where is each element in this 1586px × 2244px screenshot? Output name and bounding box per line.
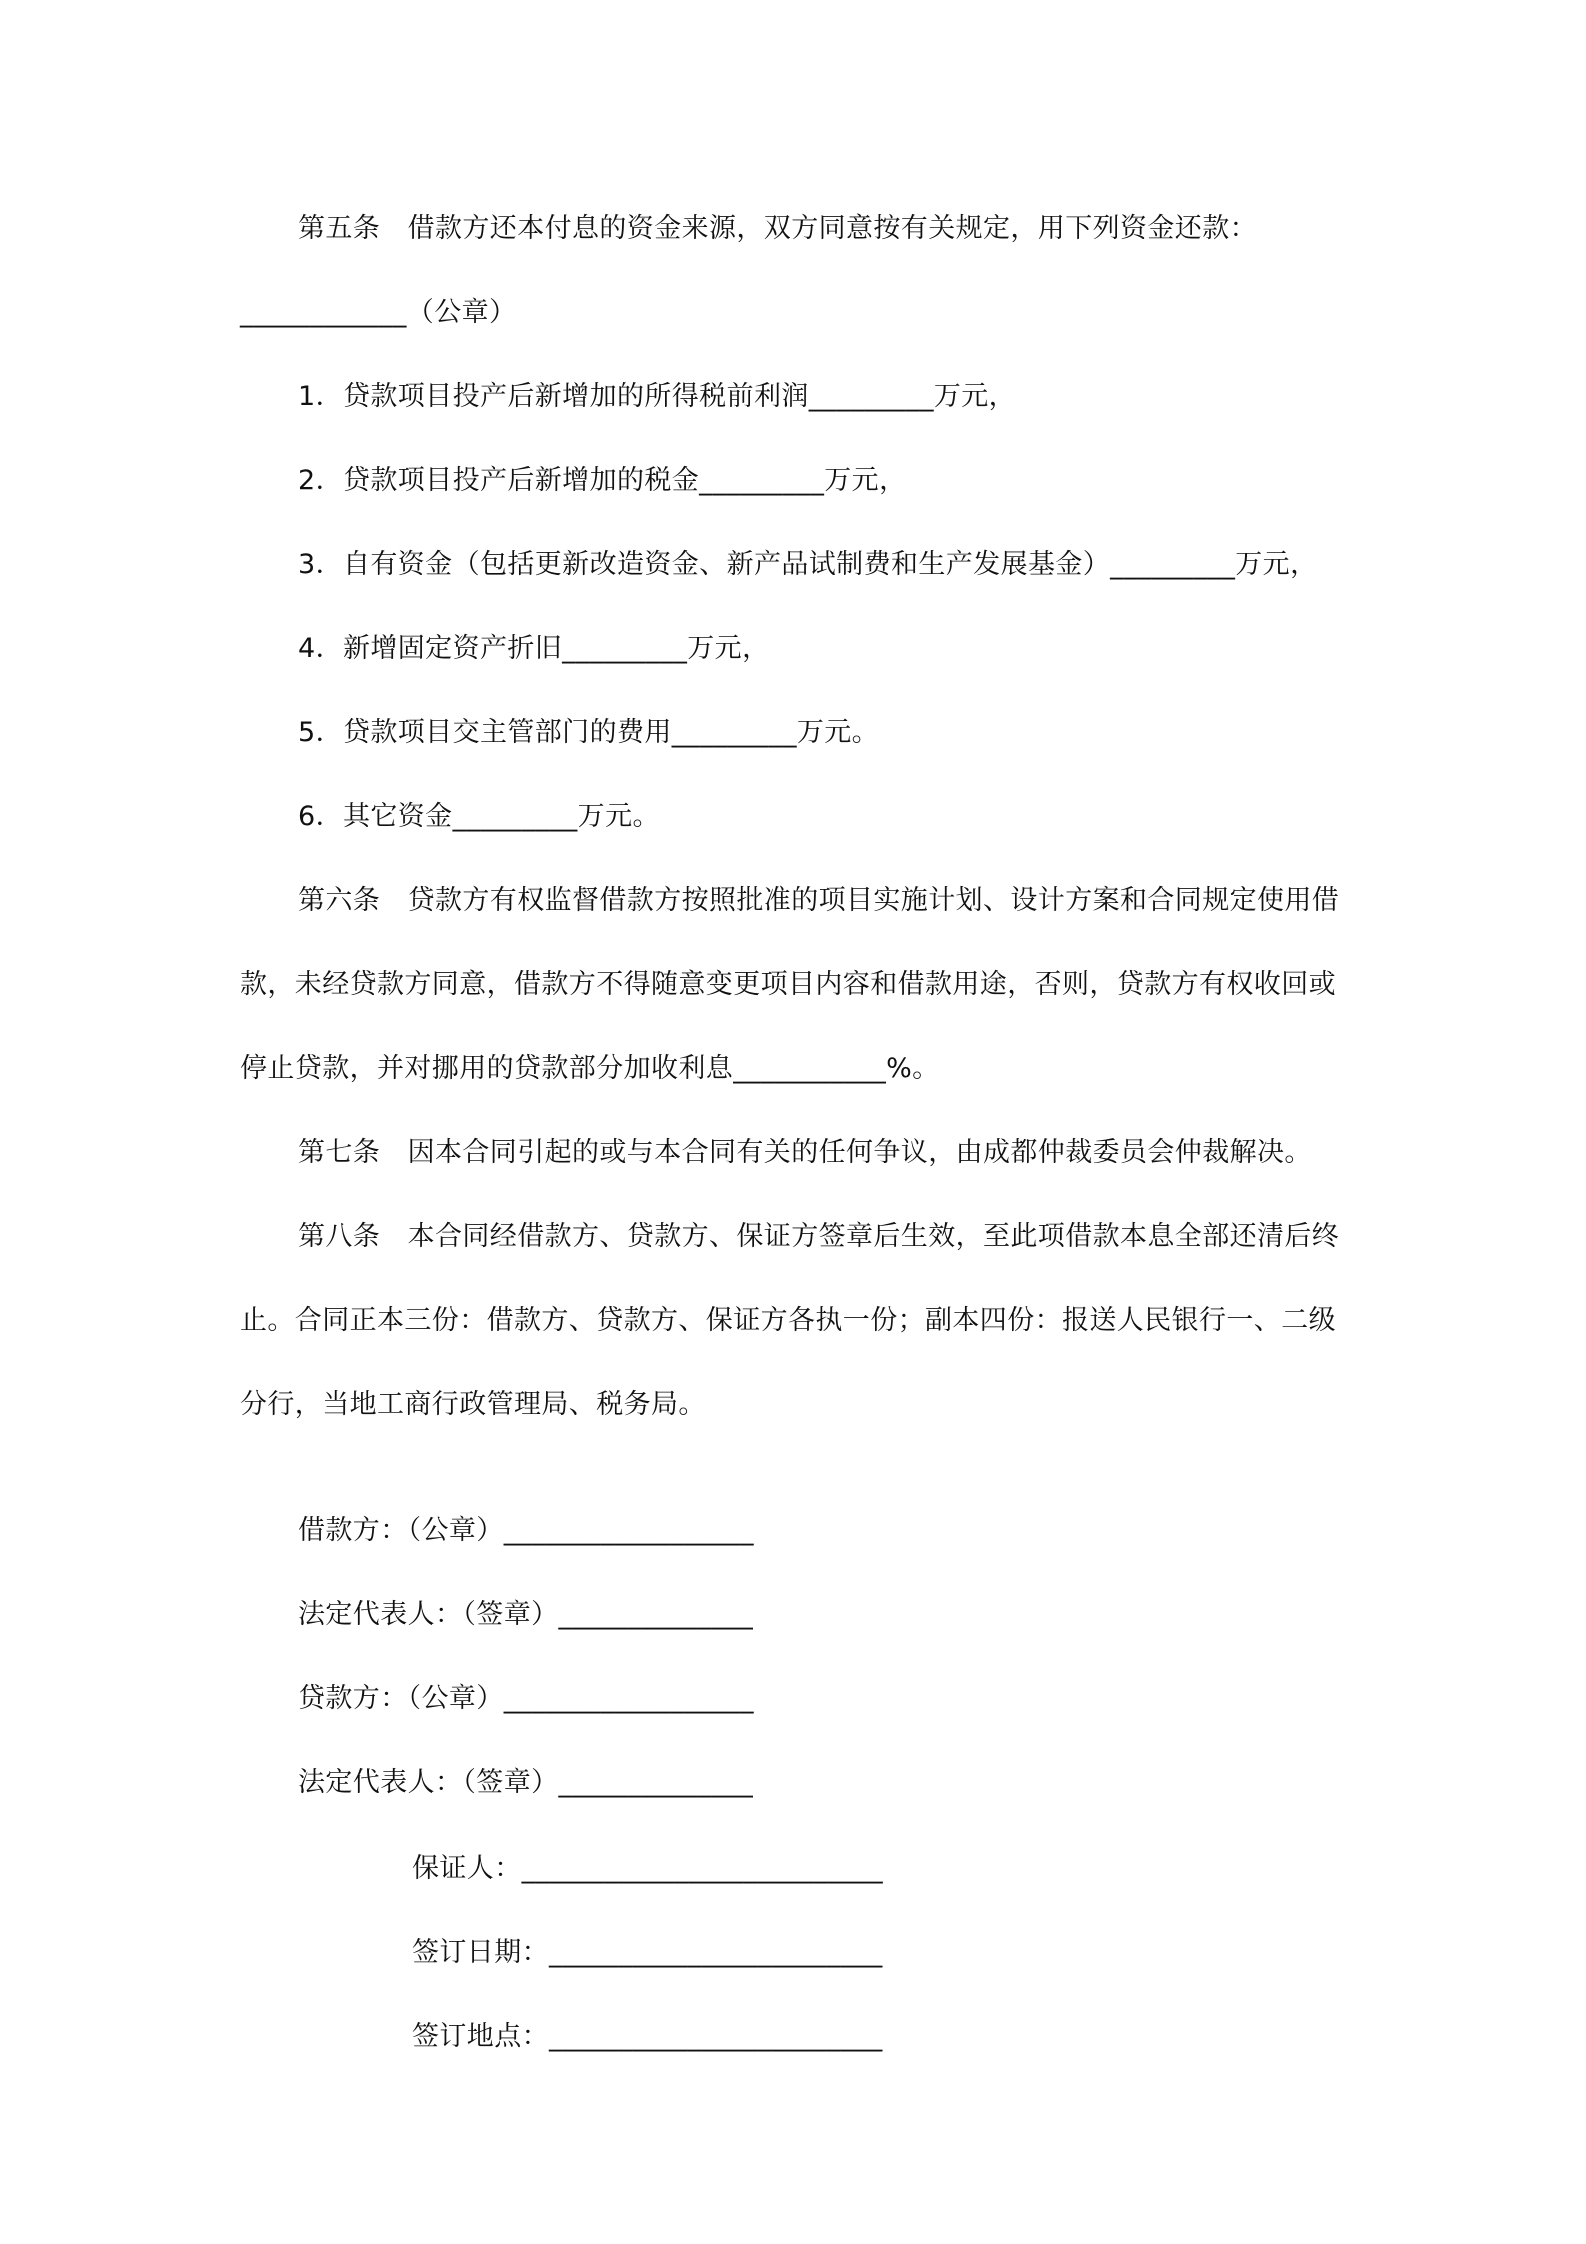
article-5-heading: 第五条 借款方还本付息的资金来源，双方同意按有关规定，用下列资金还款： [298, 213, 1257, 244]
borrower-seal-line: 借款方：（公章）__________________ [298, 1515, 754, 1546]
lender-representative-line: 法定代表人：（签章）______________ [298, 1767, 754, 1798]
article-5-item-5: 5．贷款项目交主管部门的费用_________万元。 [298, 717, 880, 748]
article-6-line-1: 第六条 贷款方有权监督借款方按照批准的项目实施计划、设计方案和合同规定使用借 [298, 885, 1340, 916]
borrower-representative-line: 法定代表人：（签章）______________ [298, 1599, 754, 1630]
article-6-line-3: 停止贷款，并对挪用的贷款部分加收利息___________%。 [240, 1053, 940, 1084]
article-6-line-2: 款，未经贷款方同意，借款方不得随意变更项目内容和借款用途，否则，贷款方有权收回或 [240, 969, 1336, 1000]
article-5-item-3: 3．自有资金（包括更新改造资金、新产品试制费和生产发展基金）_________万元， [298, 549, 1318, 580]
sign-date-line: 签订日期：________________________ [412, 1937, 883, 1968]
article-8-line-2: 止。合同正本三份：借款方、贷款方、保证方各执一份；副本四份：报送人民银行一、二级 [240, 1305, 1336, 1336]
sign-place-line: 签订地点：________________________ [412, 2021, 883, 2052]
article-7-line-1: 第七条 因本合同引起的或与本合同有关的任何争议，由成都仲裁委员会仲裁解决。 [298, 1137, 1312, 1168]
article-5-item-4: 4．新增固定资产折旧_________万元， [298, 633, 770, 664]
guarantor-line: 保证人：__________________________ [412, 1853, 883, 1884]
article-8-line-3: 分行，当地工商行政管理局、税务局。 [240, 1389, 706, 1420]
article-5-seal-line: ____________（公章） [240, 297, 517, 328]
article-5-item-1: 1．贷款项目投产后新增加的所得税前利润_________万元， [298, 381, 1017, 412]
article-8-line-1: 第八条 本合同经借款方、贷款方、保证方签章后生效，至此项借款本息全部还清后终 [298, 1221, 1340, 1252]
article-5-item-2: 2．贷款项目投产后新增加的税金_________万元， [298, 465, 907, 496]
article-5-item-6: 6．其它资金_________万元。 [298, 801, 660, 832]
lender-seal-line: 贷款方：（公章）__________________ [298, 1683, 754, 1714]
